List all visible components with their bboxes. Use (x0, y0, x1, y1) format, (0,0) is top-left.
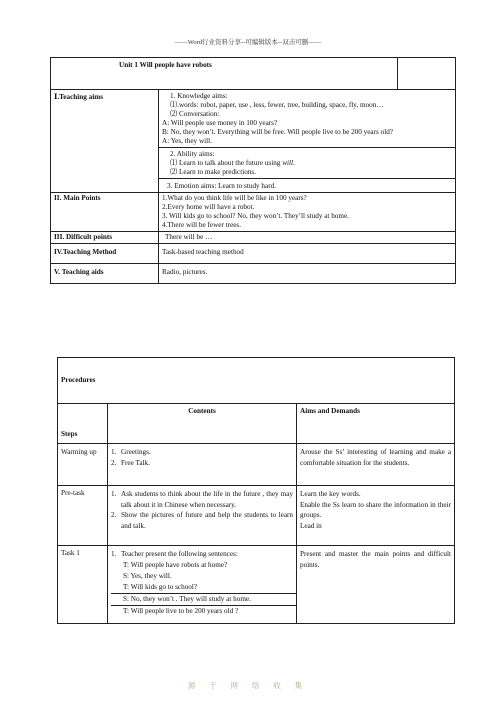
ability-aims-cell (159, 148, 456, 179)
step-pre-task: Pre-task (58, 486, 108, 546)
teaching-aids: Radio, pictures. (159, 264, 456, 284)
conversation-line-3: A: Yes, they will. (162, 137, 212, 145)
col-contents: Contents (108, 404, 297, 444)
page-footer: 源 于 网 络 收 集 (187, 681, 309, 690)
task-1-line-3: T: Will kids go to school? (123, 583, 198, 591)
ability-item-1-em: will (282, 159, 293, 167)
ability-heading: 2. Ability aims: (170, 150, 215, 158)
warming-up-item-2: 2. Free Talk. (111, 459, 150, 467)
ability-item-1 (162, 159, 452, 168)
unit-title: Unit 1 Will people have robots (51, 58, 398, 90)
conversation-heading: ⑵ Conversation: (170, 110, 220, 118)
method-label: IV.Teaching Method (51, 244, 159, 264)
warming-up-contents (108, 444, 297, 486)
task-1-line-5: T: Will people live to be 200 years old ? (123, 607, 239, 615)
pre-task-aim-1: Learn the key words. (300, 490, 361, 498)
step-task-1: Task 1 (58, 546, 108, 624)
conversation-line-2: B: No, they won’t. Everything will be free. Will people live to be 200 years old? (162, 128, 393, 136)
knowledge-words: ⑴.words: robot, paper, use , less, fewer, tree, building, space, fly, moon… (170, 101, 384, 109)
pre-task-aims (297, 486, 455, 546)
task-1-line-4: S: No, they won’t . They will study at home. (111, 593, 296, 606)
task-1-item-1: 1. Teacher present the following sentences: (111, 550, 238, 558)
task-1-line-1: T: Will people have robots at home? (123, 561, 228, 569)
col-steps: Steps (58, 404, 108, 444)
pre-task-aim-3: Lead in (300, 521, 322, 530)
aims-label (51, 90, 159, 193)
task-1-line-2: S: Yes, they will. (123, 572, 172, 580)
title-blank-cell (398, 58, 456, 90)
difficult-points: There will be … (159, 232, 456, 244)
pre-task-item-1-text: Ask students to think about the life in the future , they may talk about it in Chinese when necessary. (121, 490, 293, 509)
knowledge-aims-cell (159, 90, 456, 148)
main-point-3: 3. Will kids go to school? No, they won’t. They’ll study at home. (162, 212, 349, 220)
pre-task-item-2-text: Show the pictures of future and help the students to learn and talk. (121, 511, 293, 530)
warming-up-aims: Arouse the Ss’ interesting of learning and make a comfortable situation for the students. (297, 444, 455, 486)
main-points-cell (159, 193, 456, 232)
ability-item-2: ⑵ Learn to make predictions. (170, 168, 257, 176)
main-point-4: 4.There will be fewer trees. (162, 221, 242, 229)
task-1-aims: Present and master the main points and difficult points. (297, 546, 455, 624)
main-point-1: 1.What do you think life will be like in 100 years? (162, 194, 307, 202)
pre-task-item-1: 1. Ask students to think about the life in the future , they may talk about it in Chinese when necessary. (111, 490, 293, 509)
lesson-plan-table (50, 57, 456, 284)
task-1-contents (108, 546, 297, 624)
procedures-table (57, 357, 455, 624)
ability-item-1-text: ⑴ Learn to talk about the future using (170, 159, 283, 167)
warming-up-item-1: 1. Greetings. (111, 448, 151, 456)
pre-task-contents (108, 486, 297, 546)
page-header: ——Word行业资料分享--可编辑版本--双击可删—— (174, 39, 322, 46)
aims-label-text: Ⅰ.Teaching aims (54, 93, 104, 101)
main-points-label: II. Main Points (51, 193, 159, 232)
knowledge-heading: 1. Knowledge aims: (170, 92, 228, 100)
main-point-2: 2.Every home will have a robot. (162, 203, 255, 211)
procedures-title: Procedures (58, 358, 455, 404)
step-warming-up: Warming up (58, 444, 108, 486)
aids-label: V. Teaching aids (51, 264, 159, 284)
pre-task-item-2: 2. Show the pictures of future and help the students to learn and talk. (111, 511, 293, 530)
task-1-item-1-text: Teacher present the following sentences: (121, 550, 238, 558)
conversation-line-1: A: Will people use money in 100 years? (162, 119, 278, 127)
emotion-aims: 3. Emotion aims: Learn to study hard. (159, 179, 456, 193)
teaching-method: Task-based teaching method (159, 244, 456, 264)
warming-up-item-2-text: Free Talk. (121, 459, 150, 467)
pre-task-aim-2: Enable the Ss learn to share the information in their groups. (300, 500, 452, 519)
difficult-label: III. Difficult points (51, 232, 159, 244)
ability-item-1-end: . (292, 159, 295, 167)
col-aims: Aims and Demands (297, 404, 455, 444)
warming-up-item-1-text: Greetings. (121, 448, 151, 456)
